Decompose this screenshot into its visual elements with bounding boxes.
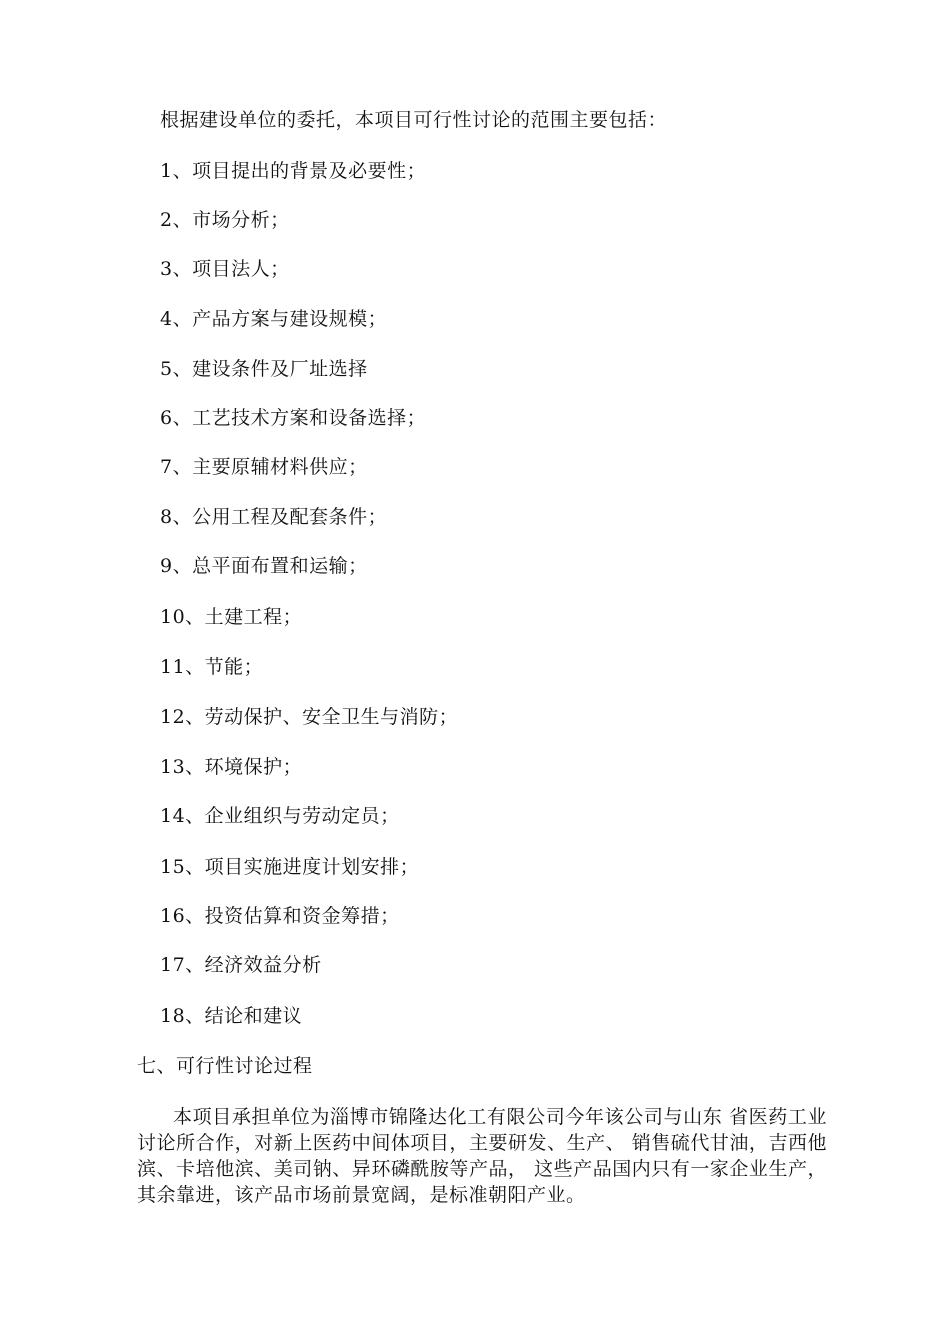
- body-paragraph: 本项目承担单位为淄博市锦隆达化工有限公司今年该公司与山东 省医药工业讨论所合作，对新上医药中间体项目，主要研发、生产、 销售硫代甘油，吉西他滨、卡培他滨、美司钠、异环磷酰胺等产品， 这些产品国内只有一家企业生产，其余靠进，该产品市场前景宽阔，是标准朝阳产业。: [137, 1106, 827, 1206]
- scope-item-3: 3、项目法人；: [160, 258, 290, 280]
- scope-item-4: 4、产品方案与建设规模；: [160, 308, 388, 330]
- scope-item-2: 2、市场分析；: [160, 209, 290, 231]
- scope-item-13: 13、环境保护；: [160, 756, 303, 778]
- scope-item-17: 17、经济效益分析: [160, 954, 322, 976]
- scope-item-5: 5、建设条件及厂址选择: [160, 358, 368, 380]
- scope-item-1: 1、项目提出的背景及必要性；: [160, 160, 427, 182]
- scope-item-10: 10、土建工程；: [160, 606, 303, 628]
- scope-item-9: 9、总平面布置和运输；: [160, 555, 368, 577]
- scope-item-15: 15、项目实施进度计划安排；: [160, 856, 420, 878]
- scope-item-14: 14、企业组织与劳动定员；: [160, 805, 400, 827]
- intro-text: 根据建设单位的委托，本项目可行性讨论的范围主要包括：: [160, 109, 668, 131]
- section-heading: 七、可行性讨论过程: [137, 1055, 313, 1077]
- scope-item-16: 16、投资估算和资金筹措；: [160, 905, 400, 927]
- scope-item-6: 6、工艺技术方案和设备选择；: [160, 407, 427, 429]
- scope-item-7: 7、主要原辅材料供应；: [160, 456, 368, 478]
- scope-item-12: 12、劳动保护、安全卫生与消防；: [160, 706, 459, 728]
- scope-item-8: 8、公用工程及配套条件；: [160, 506, 388, 528]
- scope-item-18: 18、结论和建议: [160, 1005, 303, 1027]
- scope-item-11: 11、节能；: [160, 656, 264, 678]
